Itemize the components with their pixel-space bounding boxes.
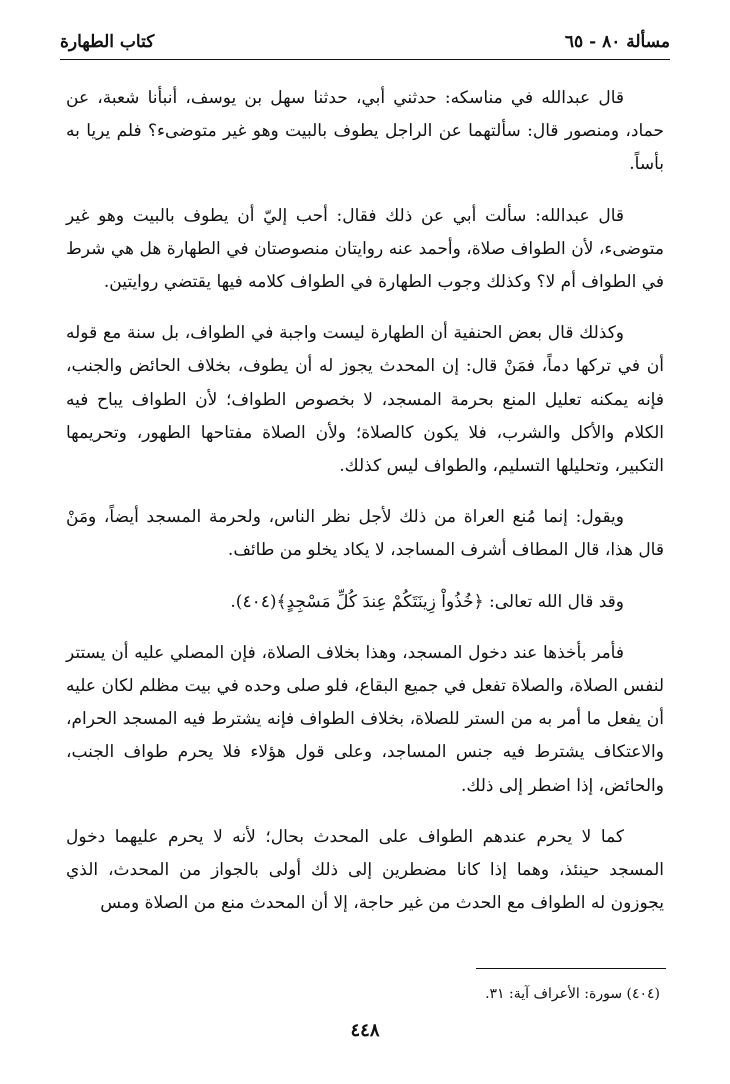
header-book-title: كتاب الطهارة [60, 32, 155, 52]
footnote: (٤٠٤) سورة: الأعراف آية: ٣١. [485, 986, 660, 1002]
running-header [60, 22, 670, 52]
body-text [66, 82, 664, 938]
footnote-rule [476, 968, 666, 969]
page-number: ٤٤٨ [350, 1020, 380, 1041]
paragraph: وكذلك قال بعض الحنفية أن الطهارة ليست واجبة في الطواف، بل سنة مع قوله أن في تركها دماً، فمَنْ قال: إن المحدث يجوز له أن يطوف، بخلاف الحائض والجنب، فإنه يمكنه تعليل المنع بحرمة المسجد، لا بخصوص الطواف؛ لأن الطواف يباح فيه الكلام والأكل والشرب، فلا يكون كالصلاة؛ ولأن الصلاة مفتاحها الطهور، وتحريمها التكبير، وتحليلها التسليم، والطواف ليس كذلك. [66, 323, 664, 477]
paragraph: كما لا يحرم عندهم الطواف على المحدث بحال؛ لأنه لا يحرم عليهما دخول المسجد حينئذ، وهما إذا كانا مضطرين إلى ذلك أولى بالجواز من المحدث، الذي يجوزون له الطواف مع الحدث من غير حاجة، إلا أن المحدث منع من الصلاة ومس [66, 826, 664, 914]
quran-verse-paragraph: وقد قال الله تعالى: ﴿خُذُواْ زِينَتَكُمْ عِندَ كُلِّ مَسْجِدٍ﴾(٤٠٤). [230, 591, 624, 612]
paragraph: قال عبدالله: سألت أبي عن ذلك فقال: أحب إليّ أن يطوف بالبيت وهو غير متوضىء، لأن الطواف صلاة، وأحمد عنه روايتان منصوصتان في الطهارة هل هي شرط في الطواف أم لا؟ وكذلك وجوب الطهارة في الطواف كلامه فيها يقتضي روايتين. [66, 205, 664, 293]
paragraph: قال عبدالله في مناسكه: حدثني أبي، حدثنا سهل بن يوسف، أنبأنا شعبة، عن حماد، ومنصور قال: سألتهما عن الراجل يطوف بالبيت وهو غير متوضىء؟ فلم يريا به بأساً. [66, 88, 664, 175]
header-issue-number: مسألة ٨٠ - ٦٥ [564, 32, 670, 52]
paragraph: فأمر بأخذها عند دخول المسجد، وهذا بخلاف الصلاة، فإن المصلي عليه أن يستتر لنفس الصلاة، والصلاة تفعل في جميع البقاع، فلو صلى وحده في بيت مظلم لكان عليه أن يفعل ما أمر به من الستر للصلاة، بخلاف الطواف فإنه يشترط فيه المسجد الحرام، والاعتكاف يشترط فيه جنس المساجد، وعلى قول هؤلاء فلا يحرم طواف الجنب، والحائض، إذا اضطر إلى ذلك. [66, 642, 664, 796]
header-rule [60, 59, 670, 60]
paragraph: ويقول: إنما مُنع العراة من ذلك لأجل نظر الناس، ولحرمة المسجد أيضاً، ومَنْ قال هذا، قال المطاف أشرف المساجد، لا يكاد يخلو من طائف. [66, 507, 664, 561]
